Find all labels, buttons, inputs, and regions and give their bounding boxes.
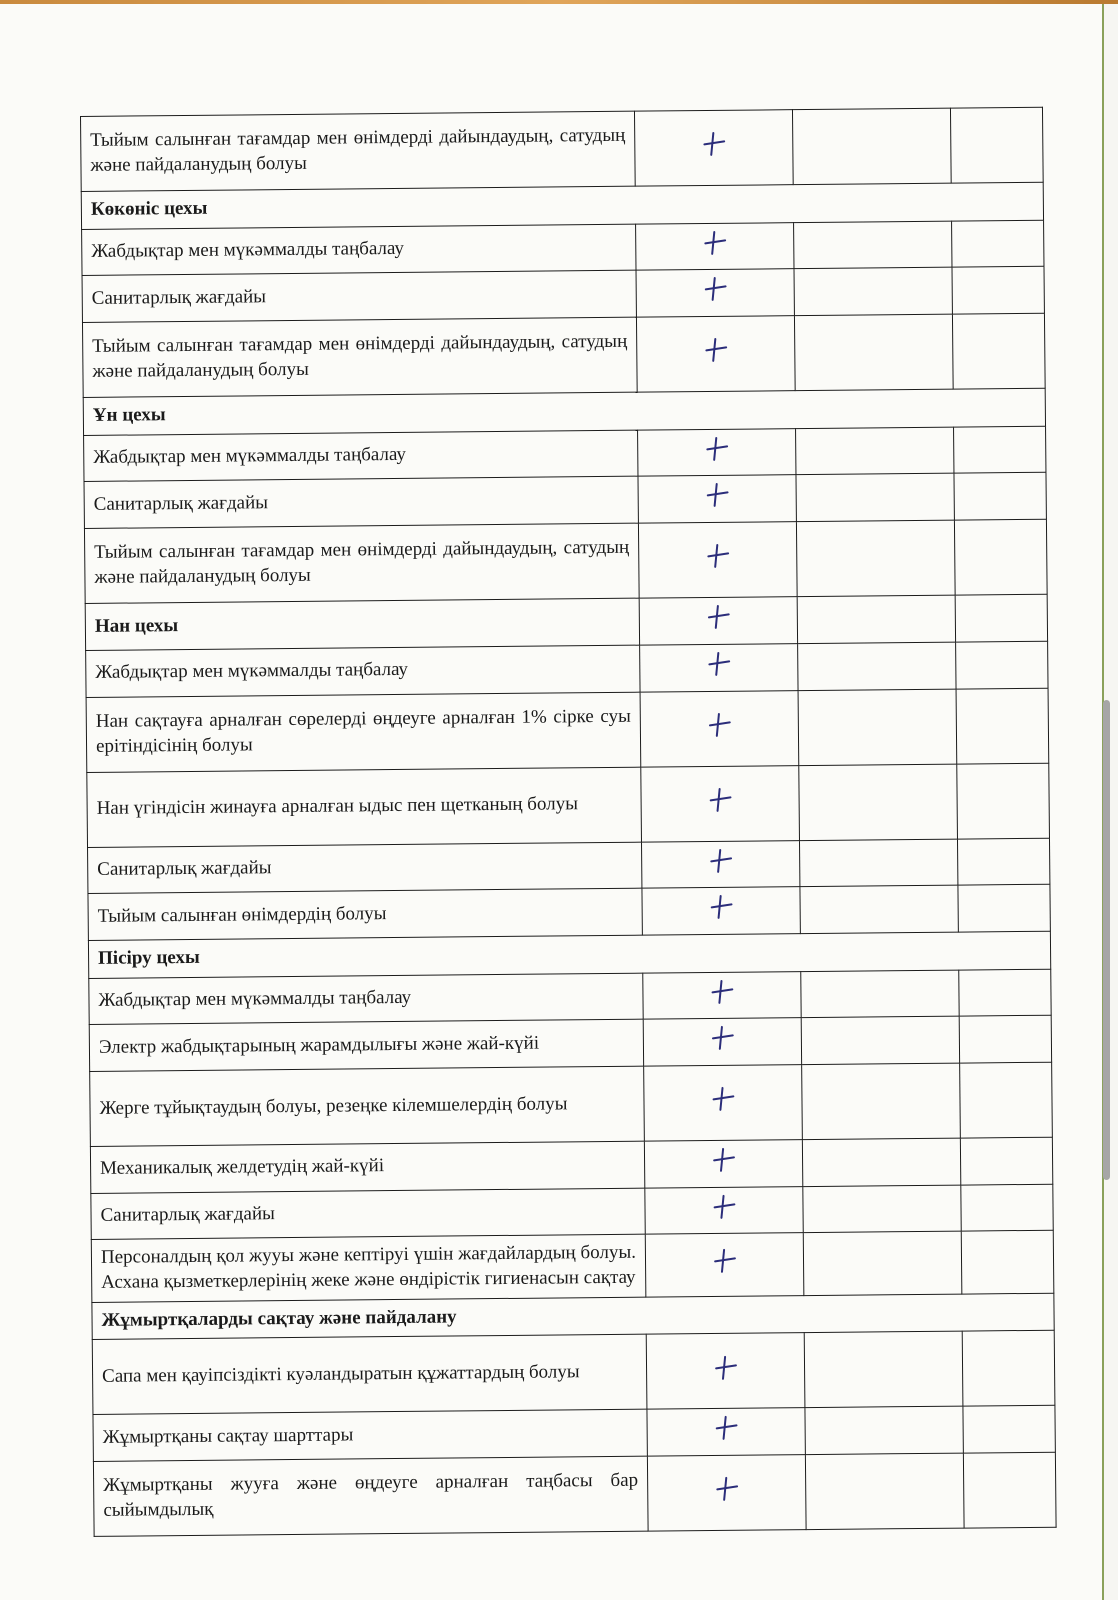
empty-cell	[956, 641, 1048, 689]
empty-cell	[958, 884, 1050, 932]
handwritten-plus-icon	[710, 847, 732, 873]
compliance-cell	[645, 1186, 803, 1234]
handwritten-plus-icon	[711, 1025, 733, 1051]
mark-value	[727, 337, 728, 338]
empty-cell	[954, 519, 1047, 595]
handwritten-plus-icon	[708, 651, 730, 677]
mark-value	[725, 131, 726, 132]
requirement-text: Персоналдың қол жууы және кептіруі үшін жағдайлардың болуы. Асхана қызметкерлерінің жеке және өндірістік гигиенасын сақтау	[91, 1234, 646, 1302]
requirement-text: Тыйым салынған тағамдар мен өнімдерді дайындаудың, сатудың және пайдаланудың болуы	[82, 317, 637, 397]
handwritten-plus-icon	[706, 482, 728, 508]
compliance-cell	[638, 522, 797, 599]
requirement-text: Сапа мен қауіпсіздікті куәландыратын құжаттардың болуы	[92, 1334, 647, 1414]
compliance-cell	[641, 840, 799, 888]
mark-value	[733, 1025, 734, 1026]
handwritten-plus-icon	[706, 436, 728, 462]
empty-cell	[799, 839, 957, 887]
compliance-cell	[636, 316, 795, 393]
handwritten-plus-icon	[711, 978, 733, 1004]
empty-cell	[792, 108, 951, 185]
empty-cell	[794, 221, 952, 269]
compliance-cell	[641, 765, 800, 842]
mark-value	[726, 229, 727, 230]
handwritten-plus-icon	[713, 1248, 735, 1274]
compliance-cell	[640, 643, 798, 691]
mark-value	[732, 847, 733, 848]
handwritten-plus-icon	[704, 229, 726, 255]
vertical-scrollbar[interactable]	[1103, 700, 1110, 1180]
handwritten-plus-icon	[707, 604, 729, 630]
mark-value	[735, 1193, 736, 1194]
empty-cell	[957, 763, 1050, 839]
requirement-text: Жерге тұйықтаудың болуы, резеңке кілемшелердің болуы	[90, 1066, 645, 1146]
mark-value	[737, 1415, 738, 1416]
empty-cell	[962, 1331, 1055, 1407]
compliance-cell	[643, 971, 801, 1019]
mark-value	[728, 436, 729, 437]
compliance-cell	[638, 475, 796, 523]
requirement-text: Нан сақтауға арналған сөрелерді өңдеуге арналған 1% сірке суы ерітіндісінің болуы	[86, 692, 641, 772]
table-row	[93, 1452, 1056, 1536]
compliance-cell	[644, 1065, 803, 1142]
mark-value	[729, 543, 730, 544]
section-heading: Нан цехы	[85, 598, 639, 650]
empty-cell	[802, 1063, 961, 1140]
empty-cell	[804, 1331, 963, 1408]
empty-cell	[803, 1231, 962, 1295]
compliance-cell	[636, 269, 794, 317]
table-row	[82, 313, 1045, 397]
compliance-cell	[642, 887, 800, 935]
requirement-text: Жұмыртқаны жууға және өңдеуге арналған таңбасы бар сыйымдылық	[93, 1456, 648, 1536]
empty-cell	[801, 1016, 959, 1064]
table-row	[90, 1062, 1053, 1146]
requirement-text: Нан үгіндісін жинауға арналған ыдыс пен щетканың болуы	[87, 767, 642, 847]
empty-cell	[952, 313, 1045, 389]
mark-value	[735, 1248, 736, 1249]
compliance-cell	[646, 1333, 805, 1410]
empty-cell	[956, 688, 1049, 764]
handwritten-plus-icon	[703, 131, 725, 157]
empty-cell	[796, 427, 954, 475]
handwritten-plus-icon	[705, 337, 727, 363]
empty-cell	[954, 426, 1046, 474]
empty-cell	[959, 969, 1051, 1017]
handwritten-plus-icon	[714, 1354, 736, 1380]
handwritten-plus-icon	[712, 1147, 734, 1173]
mark-value	[734, 1086, 735, 1087]
mark-value	[730, 711, 731, 712]
handwritten-plus-icon	[708, 711, 730, 737]
empty-cell	[960, 1137, 1052, 1185]
empty-cell	[950, 107, 1043, 183]
requirement-text: Санитарлық жағдайы	[84, 477, 638, 529]
handwritten-plus-icon	[704, 276, 726, 302]
compliance-cell	[634, 110, 793, 187]
empty-cell	[957, 838, 1049, 886]
handwritten-plus-icon	[715, 1415, 737, 1441]
requirement-text: Механикалық желдетудің жай-күйі	[90, 1141, 644, 1193]
empty-cell	[959, 1015, 1051, 1063]
empty-cell	[963, 1406, 1055, 1454]
empty-cell	[796, 474, 954, 522]
empty-cell	[805, 1406, 963, 1454]
compliance-cell	[639, 597, 797, 645]
empty-cell	[800, 885, 958, 933]
empty-cell	[801, 970, 959, 1018]
empty-cell	[961, 1231, 1054, 1294]
mark-value	[734, 1147, 735, 1148]
compliance-cell	[638, 428, 796, 476]
empty-cell	[798, 689, 957, 766]
requirement-text: Санитарлық жағдайы	[82, 271, 636, 323]
handwritten-plus-icon	[712, 1086, 734, 1112]
requirement-text: Жабдықтар мен мүкәммалды таңбалау	[89, 973, 643, 1025]
checklist-table	[80, 107, 1057, 1537]
section-heading: Пісіру цехы	[88, 931, 1050, 978]
mark-value	[730, 651, 731, 652]
mark-value	[736, 1354, 737, 1355]
empty-cell	[798, 642, 956, 690]
empty-cell	[802, 1138, 960, 1186]
empty-cell	[799, 764, 958, 841]
table-row	[87, 763, 1050, 847]
mark-value	[732, 894, 733, 895]
table-row	[84, 519, 1047, 603]
mark-value	[726, 276, 727, 277]
requirement-text: Электр жабдықтарының жарамдылығы және жай-күйі	[89, 1019, 643, 1071]
empty-cell	[960, 1062, 1053, 1138]
empty-cell	[796, 520, 955, 597]
requirement-text: Санитарлық жағдайы	[88, 842, 642, 894]
mark-value	[729, 604, 730, 605]
empty-cell	[794, 314, 953, 391]
section-heading: Ұн цехы	[83, 388, 1045, 435]
mark-value	[738, 1476, 739, 1477]
empty-cell	[961, 1184, 1053, 1232]
section-heading: Көкөніс цехы	[81, 182, 1043, 229]
compliance-cell	[645, 1233, 804, 1297]
requirement-text: Жабдықтар мен мүкәммалды таңбалау	[86, 645, 640, 697]
compliance-cell	[647, 1408, 805, 1456]
empty-cell	[805, 1453, 964, 1530]
requirement-text: Жабдықтар мен мүкәммалды таңбалау	[84, 430, 638, 482]
empty-cell	[952, 267, 1044, 315]
table-row	[81, 107, 1044, 191]
empty-cell	[963, 1452, 1056, 1528]
empty-cell	[955, 594, 1047, 642]
compliance-cell	[640, 690, 799, 767]
empty-cell	[952, 220, 1044, 268]
compliance-cell	[636, 222, 794, 270]
mark-value	[731, 786, 732, 787]
empty-cell	[797, 595, 955, 643]
mark-value	[728, 482, 729, 483]
requirement-text: Санитарлық жағдайы	[91, 1188, 645, 1240]
table-row	[91, 1231, 1054, 1303]
mark-value	[733, 978, 734, 979]
compliance-cell	[647, 1455, 806, 1532]
handwritten-plus-icon	[713, 1193, 735, 1219]
empty-cell	[794, 268, 952, 316]
requirement-text: Жұмыртқаны сақтау шарттары	[93, 1409, 647, 1461]
empty-cell	[954, 473, 1046, 521]
compliance-cell	[644, 1140, 802, 1188]
table-row	[86, 688, 1049, 772]
handwritten-plus-icon	[710, 894, 732, 920]
requirement-text: Тыйым салынған тағамдар мен өнімдерді дайындаудың, сатудың және пайдаланудың болуы	[81, 111, 636, 191]
compliance-cell	[643, 1018, 801, 1066]
requirement-text: Тыйым салынған тағамдар мен өнімдерді дайындаудың, сатудың және пайдаланудың болуы	[84, 523, 639, 603]
handwritten-plus-icon	[716, 1476, 738, 1502]
handwritten-plus-icon	[709, 786, 731, 812]
table-row	[92, 1331, 1055, 1415]
scanned-page	[0, 4, 1104, 1600]
requirement-text: Тыйым салынған өнімдердің болуы	[88, 888, 642, 940]
requirement-text: Жабдықтар мен мүкәммалды таңбалау	[82, 224, 636, 276]
empty-cell	[803, 1185, 961, 1233]
handwritten-plus-icon	[707, 543, 729, 569]
section-heading: Жұмыртқаларды сақтау және пайдалану	[92, 1293, 1054, 1340]
checklist-sheet	[80, 107, 1056, 1537]
